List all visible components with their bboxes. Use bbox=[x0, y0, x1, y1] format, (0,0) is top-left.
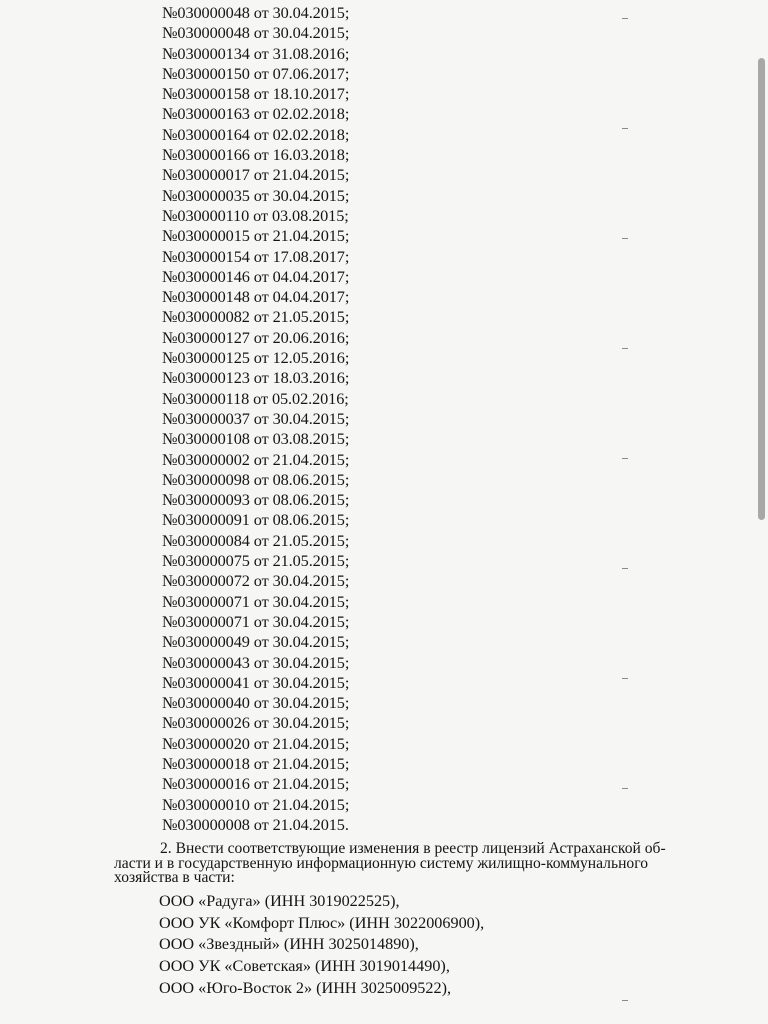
list-item: №030000110 от 03.08.2015; bbox=[162, 205, 349, 225]
list-item: №030000008 от 21.04.2015. bbox=[162, 814, 349, 834]
paragraph-2-line-3: хозяйства в части: bbox=[114, 869, 235, 887]
scan-mark bbox=[622, 788, 628, 789]
list-item: №030000048 от 30.04.2015; bbox=[162, 3, 350, 22]
list-item: №030000127 от 20.06.2016; bbox=[162, 327, 350, 347]
list-item: №030000017 от 21.04.2015; bbox=[162, 165, 350, 185]
list-item: ООО «Юго-Восток 2» (ИНН 3025009522), bbox=[159, 978, 452, 997]
scan-mark bbox=[622, 238, 628, 239]
list-item: №030000108 от 03.08.2015; bbox=[162, 429, 350, 449]
paragraph-2-line-1: 2. Внести соответствующие изменения в реестр лицензий Астраханской об- bbox=[160, 840, 666, 857]
scan-mark bbox=[622, 1000, 628, 1001]
list-item: №030000091 от 08.06.2015; bbox=[162, 510, 350, 530]
list-item: ООО «Радуга» (ИНН 3019022525), bbox=[159, 892, 400, 910]
list-item: №030000072 от 30.04.2015; bbox=[162, 571, 350, 591]
list-item: №030000037 от 30.04.2015; bbox=[162, 408, 350, 428]
list-item: №030000125 от 12.05.2016; bbox=[162, 348, 350, 368]
scan-mark bbox=[622, 348, 628, 349]
list-item: №030000154 от 17.08.2017; bbox=[162, 246, 350, 266]
scrollbar[interactable] bbox=[758, 58, 765, 520]
list-item: ООО УК «Комфорт Плюс» (ИНН 3022006900), bbox=[159, 913, 485, 932]
list-item: №030000018 от 21.04.2015; bbox=[162, 753, 350, 773]
list-item: №030000071 от 30.04.2015; bbox=[162, 611, 350, 631]
scan-mark bbox=[622, 568, 628, 569]
paragraph-2-line-2: ласти и в государственную информационную систему жилищно-коммунального bbox=[114, 854, 649, 872]
list-item: ООО «Звездный» (ИНН 3025014890), bbox=[159, 935, 419, 954]
list-item: №030000158 от 18.10.2017; bbox=[162, 84, 350, 104]
list-item: №030000146 от 04.04.2017; bbox=[162, 266, 350, 286]
list-item: №030000041 от 30.04.2015; bbox=[162, 672, 350, 692]
list-item: №030000093 от 08.06.2015; bbox=[162, 490, 350, 510]
paragraph-2 bbox=[114, 842, 730, 886]
scan-mark bbox=[622, 458, 628, 459]
list-item: №030000164 от 02.02.2018; bbox=[162, 124, 350, 144]
list-item: №030000035 от 30.04.2015; bbox=[162, 185, 350, 205]
scan-mark bbox=[622, 128, 628, 129]
license-list bbox=[162, 3, 349, 835]
list-item: №030000016 от 21.04.2015; bbox=[162, 774, 350, 794]
list-item: №030000123 от 18.03.2016; bbox=[162, 368, 350, 388]
list-item: №030000015 от 21.04.2015; bbox=[162, 226, 350, 246]
list-item: №030000166 от 16.03.2018; bbox=[162, 145, 350, 165]
list-item: №030000020 от 21.04.2015; bbox=[162, 733, 350, 753]
list-item: №030000084 от 21.05.2015; bbox=[162, 530, 350, 550]
list-item: №030000150 от 07.06.2017; bbox=[162, 63, 350, 83]
list-item: №030000010 от 21.04.2015; bbox=[162, 794, 350, 814]
list-item: ООО УК «Советская» (ИНН 3019014490), bbox=[159, 957, 450, 976]
list-item: №030000048 от 30.04.2015; bbox=[162, 23, 350, 43]
scan-mark bbox=[622, 678, 628, 679]
list-item: №030000043 от 30.04.2015; bbox=[162, 652, 350, 672]
list-item: №030000098 от 08.06.2015; bbox=[162, 469, 350, 489]
list-item: №030000148 от 04.04.2017; bbox=[162, 287, 350, 307]
list-item: №030000134 от 31.08.2016; bbox=[162, 43, 350, 63]
list-item: №030000071 от 30.04.2015; bbox=[162, 591, 350, 611]
list-item: №030000026 от 30.04.2015; bbox=[162, 713, 350, 733]
list-item: №030000040 от 30.04.2015; bbox=[162, 693, 350, 713]
list-item: №030000002 от 21.04.2015; bbox=[162, 449, 350, 469]
list-item: №030000075 от 21.05.2015; bbox=[162, 551, 350, 571]
list-item: №030000082 от 21.05.2015; bbox=[162, 307, 350, 327]
list-item: №030000118 от 05.02.2016; bbox=[162, 388, 349, 408]
list-item: №030000049 от 30.04.2015; bbox=[162, 632, 350, 652]
organization-list bbox=[159, 891, 484, 999]
scan-mark bbox=[622, 18, 628, 19]
list-item: №030000163 от 02.02.2018; bbox=[162, 104, 350, 124]
